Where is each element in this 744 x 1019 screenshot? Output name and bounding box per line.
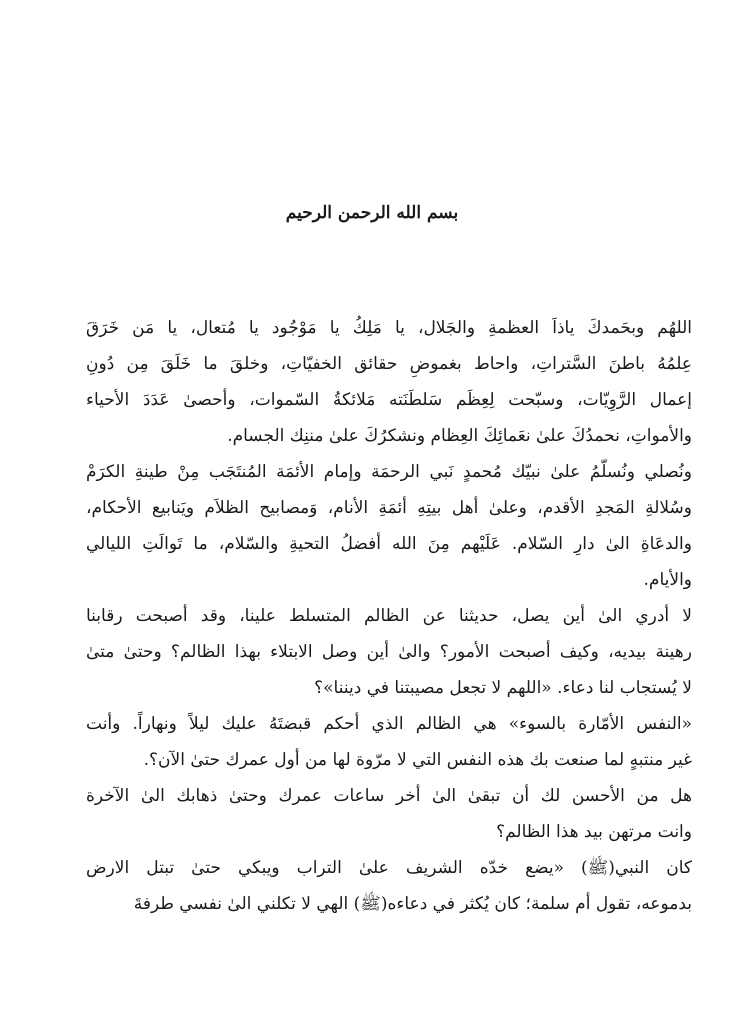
text-line: عِلمُهُ باطنَ السَّتراتِ، واحاط بغموضِ حقائق الخفيّاتِ، وخلقَ ما خَلَقَ مِن دُونِ xyxy=(86,354,692,374)
text-line: والدعَاةِ الىٰ دارِ السّلام. عَلَيْهم مِنَ الله أفضلُ التحيةِ والسّلام، ما تَوالَتِ الليالي xyxy=(86,534,692,554)
text-line: لا أدري الىٰ أين يصل، حديثنا عن الظالم المتسلط علينا، وقد أصبحت رقابنا xyxy=(86,606,692,626)
paragraph xyxy=(86,454,692,598)
text-line: كان النبي(ﷺ) «يضع خدّه الشريف علىٰ التراب ويبكي حتىٰ تبتل الارض xyxy=(86,858,692,878)
paragraph xyxy=(86,706,692,778)
text-line: غير منتبهٍ لما صنعت بك هذه النفس التي لا مرّوة لها من أول عمرك حتىٰ الآن؟. xyxy=(143,750,692,770)
basmala-heading: بسم الله الرحمن الرحيم xyxy=(285,203,459,223)
text-line: بدموعه، تقول أم سلمة؛ كان يُكثر في دعاءه(ﷺ) الهي لا تكلني الىٰ نفسي طرفةَ xyxy=(133,894,692,914)
text-line: والأمواتِ، نحمدُكَ علىٰ نعَمائِكَ العِظام ونشكرُكَ علىٰ مننِك الجسام. xyxy=(227,426,692,446)
paragraph xyxy=(86,310,692,454)
text-line: إعمال الرَّوِيّات، وسبّحت لِعِظَم سَلطَنَته مَلائكةُ السّموات، وأحصىٰ عَدَدَ الأحياء xyxy=(86,390,692,410)
text-line: رهينة بيديه، وكيف أصبحت الأمور؟ والىٰ أين وصل الابتلاء بهذا الظالم؟ وحتىٰ متىٰ xyxy=(86,642,692,662)
text-line: والأيام. xyxy=(643,570,692,590)
body-text xyxy=(86,310,692,922)
text-line: وسُلالةِ المَجدِ الأقدم، وعلىٰ أهل بيتِهِ أئمَةِ الأنام، وَمصابيح الظلاَم ويَنابيع الأحكام، xyxy=(86,498,692,518)
paragraph xyxy=(86,598,692,706)
paragraph xyxy=(86,778,692,850)
text-line: ونُصلي ونُسلّمُ علىٰ نبيّك مُحمدٍ نَبي الرحمَة وإمام الأئمَة المُنتَجَب مِنْ طينةِ الكرَمْ xyxy=(86,462,692,482)
text-line: «النفس الأمّارة بالسوء» هي الظالم الذي أحكم قبضتَهُ عليك ليلاً ونهاراً. وأنت xyxy=(86,714,692,734)
text-line: لا يُستجاب لنا دعاء. «اللهم لا تجعل مصيبتنا في ديننا»؟ xyxy=(314,678,692,698)
text-line: هل من الأحسن لك أن تبقىٰ الىٰ أخر ساعات عمرك وحتىٰ ذهابك الىٰ الآخرة xyxy=(86,786,692,806)
text-line: وانت مرتهن بيد هذا الظالم؟ xyxy=(496,822,692,842)
text-line: اللهُم وبحَمدكَ ياذاَ العظمةِ والجَلال، يا مَلِكُ يا مَوْجُود يا مُتعال، يا مَن خَرَقَ xyxy=(86,318,692,338)
paragraph xyxy=(86,850,692,922)
